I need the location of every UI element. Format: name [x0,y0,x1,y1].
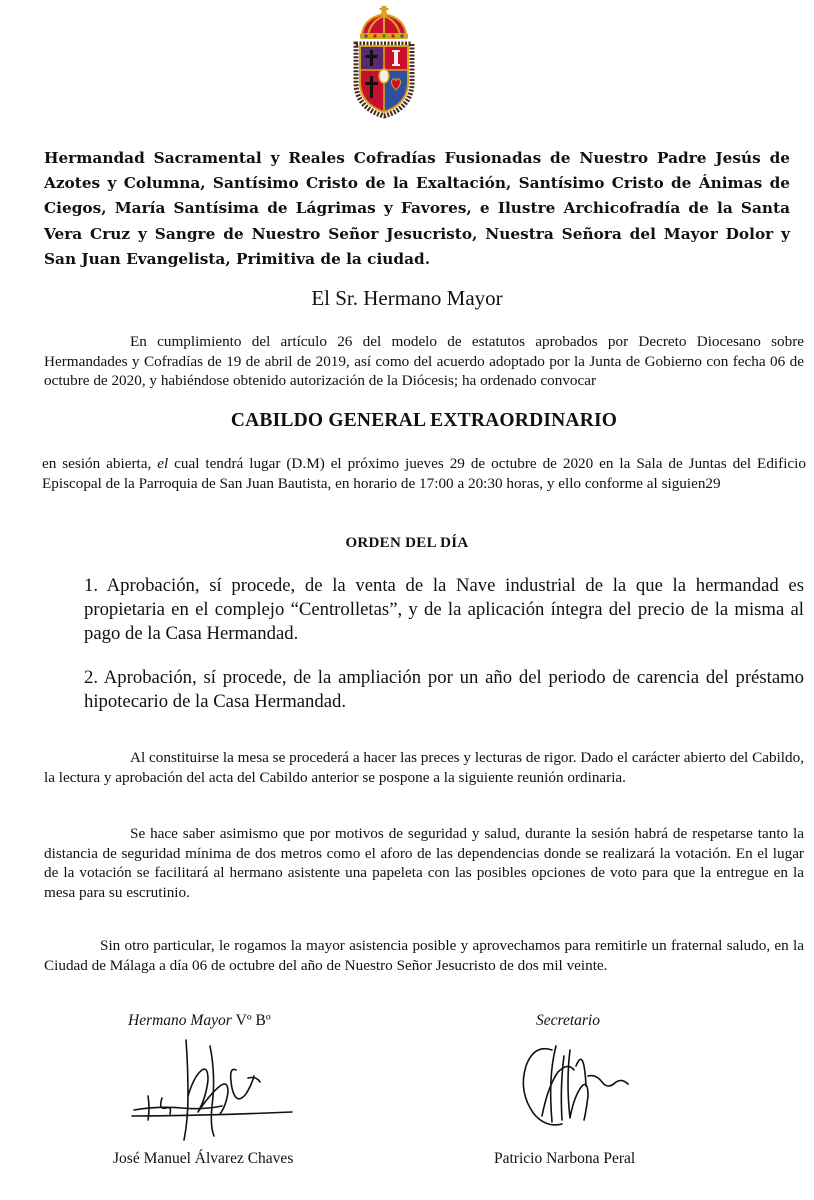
procedure-text: Al constituirse la mesa se procederá a hacer las preces y lecturas de rigor. Dado el carácter abierto del Cabildo, la lectura y aprobación del acta del Cabildo anterior se pospone a la siguiente reunión ordinaria. [44,749,804,786]
right-signatory-role: Secretario [536,1012,600,1029]
closing-paragraph [44,936,804,975]
salutation: El Sr. Hermano Mayor [311,286,503,310]
intro-paragraph [44,332,804,391]
approval-mark: Vº Bº [235,1012,271,1029]
crown [360,6,408,39]
left-signatory-name: José Manuel Álvarez Chaves [113,1150,294,1167]
brotherhood-title: Hermandad Sacramental y Reales Cofradías Fusionadas de Nuestro Padre Jesús de Azotes y Columna, Santísimo Cristo de la Exaltación, Santísimo Cristo de Ánimas de Ciegos, María Santísima de Lágrimas y Favores, e Ilustre Archicofradía de la Santa Vera Cruz y Sangre de Nuestro Señor Jesucristo, Nuestra Señora del Mayor Dolor y San Juan Evangelista, Primitiva de la ciudad. [44,149,790,268]
session-paragraph [42,454,806,493]
safety-paragraph [44,824,804,902]
right-signature-icon [512,1026,640,1138]
procedure-paragraph [44,748,804,787]
assembly-title: CABILDO GENERAL EXTRAORDINARIO [230,410,618,431]
agenda-item: 2. Aprobación, sí procede, de la ampliación por un año del periodo de carencia del préstamo hipotecario de la Casa Hermandad. [84,667,804,712]
closing-text: Sin otro particular, le rogamos la mayor asistencia posible y aprovechamos para remitirle un fraternal saludo, en la Ciudad de Málaga a día 06 de octubre del año de Nuestro Señor Jesucristo de dos mil veinte. [44,937,804,974]
session-text-end: cual tendrá lugar (D.M) el próximo jueves 29 de octubre de 2020 en la Sala de Juntas del Edificio Episcopal de la Parroquia de San Juan Bautista, en horario de 17:00 a 20:30 horas, y ello conforme al siguien29 [42,455,806,492]
right-signatory-name: Patricio Narbona Peral [494,1150,636,1167]
left-signature-icon [128,1036,308,1146]
session-emphasis: el [157,455,169,472]
agenda-item: 1. Aprobación, sí procede, de la venta de la Nave industrial de la que la hermandad es propietaria en el complejo “Centrolletas”, y de la aplicación íntegra del precio de la misma al pago de la Casa Hermandad. [84,575,804,644]
left-role-text: Hermano Mayor [128,1012,232,1029]
agenda-title: ORDEN DEL DÍA [345,535,469,551]
left-signatory-role [128,1012,271,1030]
intro-text: En cumplimiento del artículo 26 del modelo de estatutos aprobados por Decreto Diocesano sobre Hermandades y Cofradías de 19 de abril de 2019, así como del acuerdo adoptado por la Junta de Gobierno con fecha 06 de octubre de 2020, y habiéndose obtenido autorización de la Diócesis; ha ordenado convocar [44,333,804,390]
safety-text: Se hace saber asimismo que por motivos de seguridad y salud, durante la sesión habrá de respetarse tanto la distancia de seguridad mínima de dos metros como el aforo de las dependencias donde se realizará la votación. En el lugar de la votación se facilitará al hermano asistente una papeleta con las posibles opciones de voto para que la entregue en la mesa para su escrutinio. [44,825,804,901]
brotherhood-crest-icon [344,4,424,120]
session-text-start: en sesión abierta, [42,455,158,472]
